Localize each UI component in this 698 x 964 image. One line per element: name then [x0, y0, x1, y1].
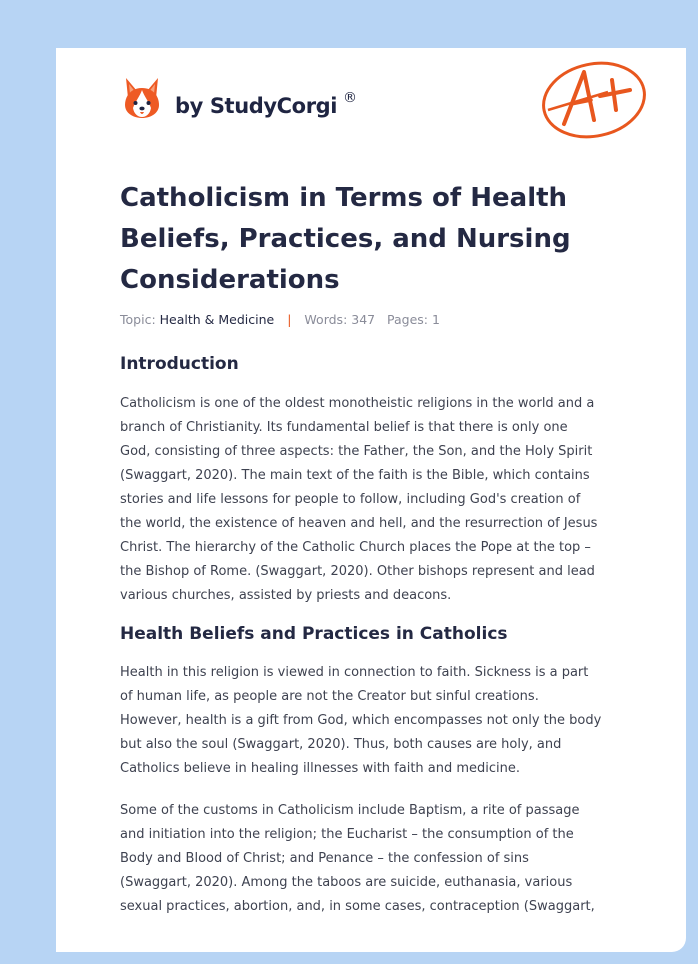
- topic-label: Topic:: [120, 312, 156, 327]
- meta-separator: |: [287, 312, 292, 327]
- text-line: but also the soul (Swaggart, 2020). Thus, both causes are holy, and: [120, 737, 562, 752]
- word-count: Words: 347: [304, 312, 376, 327]
- text-line: various churches, assisted by priests and deacons.: [120, 588, 452, 603]
- text-line: God, consisting of three aspects: the Father, the Son, and the Holy Spirit: [120, 444, 593, 459]
- corgi-logo-icon: [122, 76, 162, 120]
- text-line: Catholics believe in healing illnesses with faith and medicine.: [120, 761, 521, 776]
- text-line: the Bishop of Rome. (Swaggart, 2020). Other bishops represent and lead: [120, 564, 595, 579]
- text-line: the world, the existence of heaven and hell, and the resurrection of Jesus: [120, 516, 598, 531]
- text-line: Body and Blood of Christ; and Penance – the confession of sins: [120, 851, 529, 866]
- text-line: (Swaggart, 2020). Among the taboos are suicide, euthanasia, various: [120, 875, 573, 890]
- topic-link[interactable]: Health & Medicine: [159, 312, 275, 327]
- document-page: [56, 48, 686, 952]
- page-count: Pages: 1: [387, 312, 440, 327]
- text-line: (Swaggart, 2020). The main text of the faith is the Bible, which contains: [120, 468, 590, 483]
- brand-name: by StudyCorgi: [175, 94, 338, 118]
- section-heading-introduction: Introduction: [120, 354, 239, 374]
- text-line: Christ. The hierarchy of the Catholic Church places the Pope at the top –: [120, 540, 591, 555]
- text-line: Catholicism is one of the oldest monotheistic religions in the world and a: [120, 396, 595, 411]
- document-meta: [120, 312, 440, 327]
- registered-mark: ®: [343, 90, 357, 106]
- paragraph-introduction: [120, 392, 635, 608]
- section-heading-health-beliefs: Health Beliefs and Practices in Catholics: [120, 624, 508, 644]
- text-line: Health in this religion is viewed in connection to faith. Sickness is a part: [120, 665, 589, 680]
- paragraph-customs: [120, 799, 635, 919]
- text-line: stories and life lessons for people to follow, including God's creation of: [120, 492, 581, 507]
- paragraph-health-beliefs: [120, 661, 635, 781]
- a-plus-grade-icon: [538, 58, 650, 140]
- text-line: of human life, as people are not the Creator but sinful creations.: [120, 689, 539, 704]
- text-line: However, health is a gift from God, which encompasses not only the body: [120, 713, 602, 728]
- page-title: Catholicism in Terms of Health Beliefs, Practices, and Nursing Considerations: [120, 183, 571, 295]
- text-line: sexual practices, abortion, and, in some cases, contraception (Swaggart,: [120, 899, 595, 914]
- text-line: Some of the customs in Catholicism include Baptism, a rite of passage: [120, 803, 580, 818]
- text-line: branch of Christianity. Its fundamental belief is that there is only one: [120, 420, 568, 435]
- text-line: and initiation into the religion; the Eucharist – the consumption of the: [120, 827, 574, 842]
